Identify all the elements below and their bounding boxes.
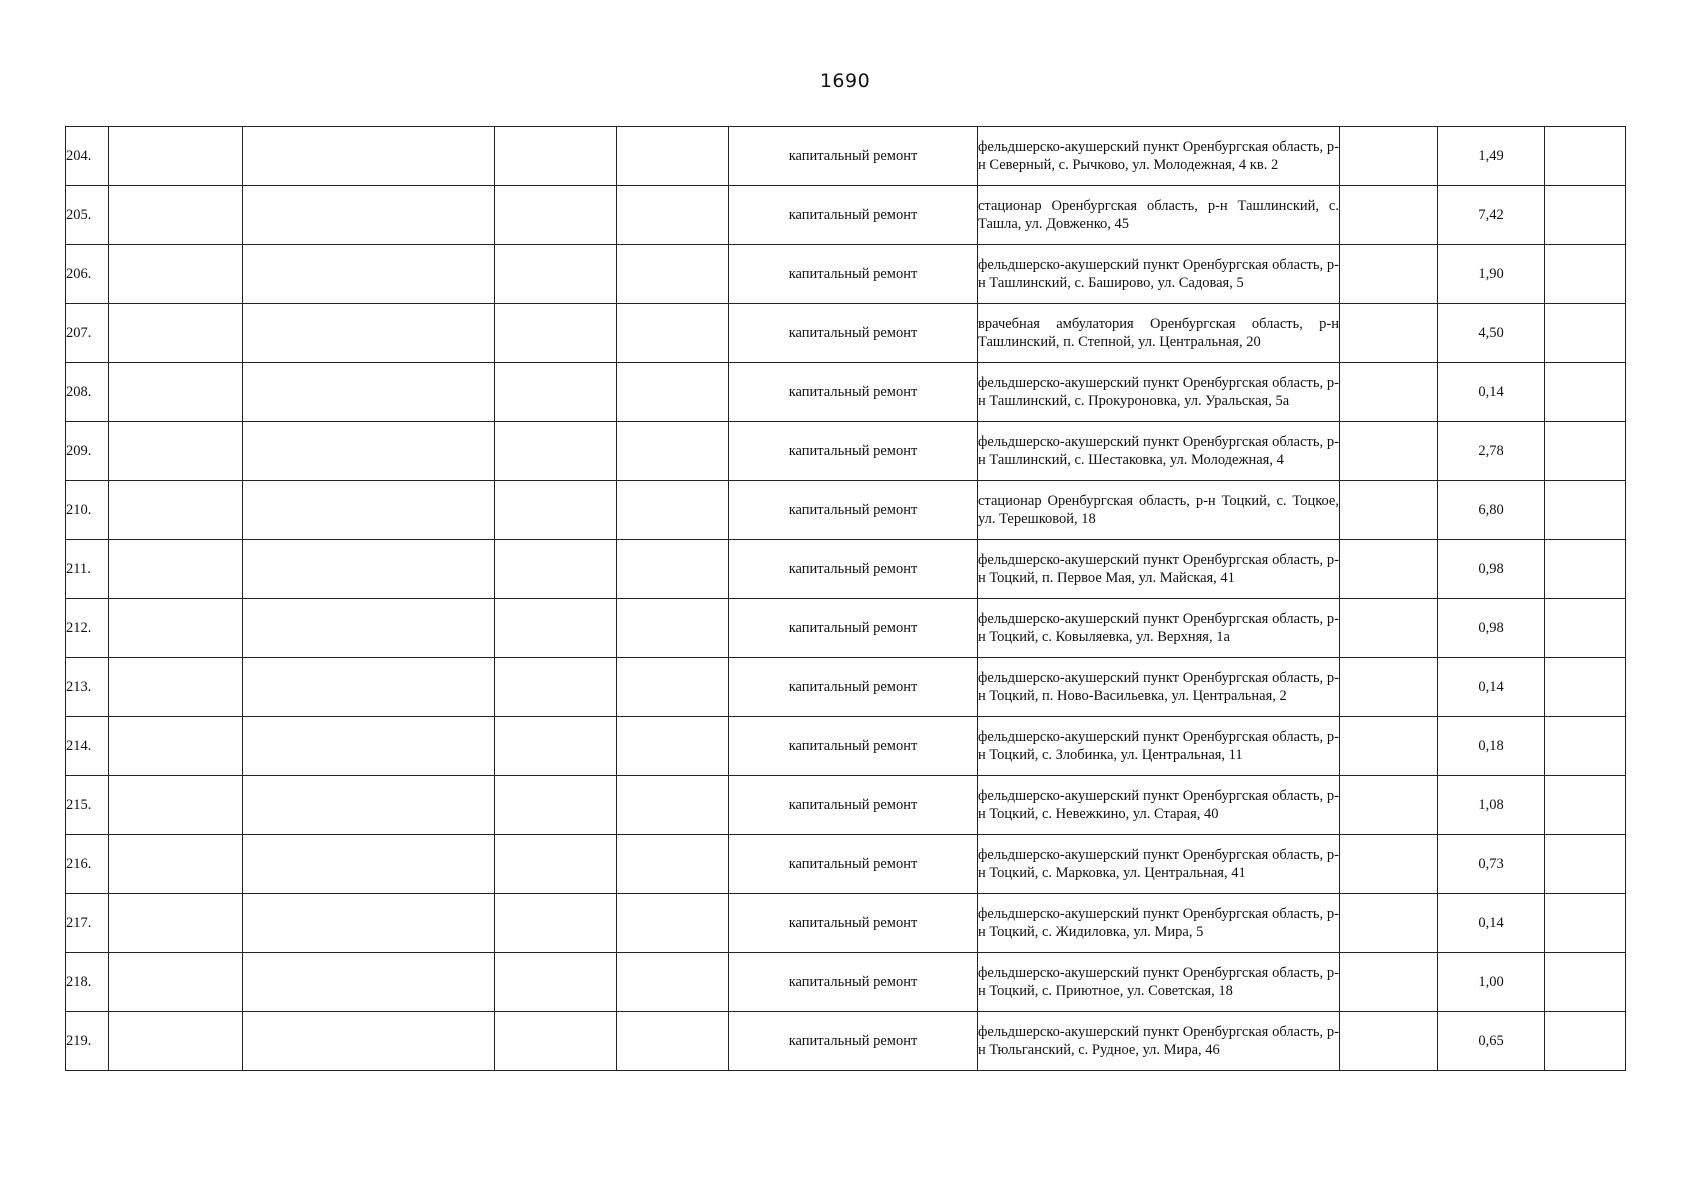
facility-address-cell: фельдшерско-акушерский пункт Оренбургская область, р-н Ташлинский, с. Шестаковка, ул. Молодежная, 4	[978, 422, 1340, 481]
empty-cell	[495, 304, 617, 363]
empty-cell	[243, 835, 495, 894]
empty-cell	[243, 894, 495, 953]
facility-address-cell: фельдшерско-акушерский пункт Оренбургская область, р-н Ташлинский, с. Баширово, ул. Садовая, 5	[978, 245, 1340, 304]
value-cell: 1,08	[1438, 776, 1545, 835]
empty-cell	[617, 776, 729, 835]
empty-cell	[109, 245, 243, 304]
empty-cell	[1545, 835, 1626, 894]
empty-cell	[617, 894, 729, 953]
facility-address-cell: фельдшерско-акушерский пункт Оренбургская область, р-н Тоцкий, п. Первое Мая, ул. Майская, 41	[978, 540, 1340, 599]
empty-cell	[495, 658, 617, 717]
row-number-cell: 204.	[66, 127, 109, 186]
work-type-cell: капитальный ремонт	[729, 776, 978, 835]
table-row	[66, 894, 1626, 953]
empty-cell	[495, 894, 617, 953]
empty-cell	[1340, 540, 1438, 599]
empty-cell	[243, 953, 495, 1012]
empty-cell	[243, 363, 495, 422]
empty-cell	[109, 835, 243, 894]
table-row	[66, 953, 1626, 1012]
table-body	[66, 127, 1626, 1071]
empty-cell	[109, 540, 243, 599]
facility-address-cell: фельдшерско-акушерский пункт Оренбургская область, р-н Тоцкий, с. Марковка, ул. Центральная, 41	[978, 835, 1340, 894]
table-row	[66, 540, 1626, 599]
empty-cell	[617, 658, 729, 717]
empty-cell	[1545, 363, 1626, 422]
value-cell: 0,98	[1438, 599, 1545, 658]
table-row	[66, 304, 1626, 363]
empty-cell	[1340, 717, 1438, 776]
empty-cell	[1340, 599, 1438, 658]
table-row	[66, 422, 1626, 481]
empty-cell	[495, 363, 617, 422]
work-type-cell: капитальный ремонт	[729, 540, 978, 599]
empty-cell	[109, 953, 243, 1012]
empty-cell	[1545, 422, 1626, 481]
row-number-cell: 211.	[66, 540, 109, 599]
empty-cell	[617, 1012, 729, 1071]
empty-cell	[617, 540, 729, 599]
facility-address-cell: фельдшерско-акушерский пункт Оренбургская область, р-н Тоцкий, с. Приютное, ул. Советская, 18	[978, 953, 1340, 1012]
row-number-cell: 217.	[66, 894, 109, 953]
empty-cell	[109, 776, 243, 835]
empty-cell	[1545, 894, 1626, 953]
empty-cell	[1340, 776, 1438, 835]
empty-cell	[1545, 776, 1626, 835]
empty-cell	[1340, 953, 1438, 1012]
empty-cell	[243, 717, 495, 776]
empty-cell	[1340, 304, 1438, 363]
work-type-cell: капитальный ремонт	[729, 658, 978, 717]
facility-address-cell: фельдшерско-акушерский пункт Оренбургская область, р-н Тоцкий, п. Ново-Васильевка, ул. Центральная, 2	[978, 658, 1340, 717]
empty-cell	[243, 245, 495, 304]
empty-cell	[1545, 245, 1626, 304]
row-number-cell: 207.	[66, 304, 109, 363]
empty-cell	[617, 481, 729, 540]
empty-cell	[1545, 1012, 1626, 1071]
empty-cell	[243, 599, 495, 658]
value-cell: 2,78	[1438, 422, 1545, 481]
empty-cell	[1545, 481, 1626, 540]
value-cell: 0,14	[1438, 894, 1545, 953]
row-number-cell: 208.	[66, 363, 109, 422]
table-row	[66, 1012, 1626, 1071]
work-type-cell: капитальный ремонт	[729, 894, 978, 953]
empty-cell	[495, 422, 617, 481]
empty-cell	[495, 481, 617, 540]
facility-address-cell: фельдшерско-акушерский пункт Оренбургская область, р-н Тоцкий, с. Злобинка, ул. Центральная, 11	[978, 717, 1340, 776]
table-row	[66, 245, 1626, 304]
facility-address-cell: фельдшерско-акушерский пункт Оренбургская область, р-н Ташлинский, с. Прокуроновка, ул. Уральская, 5а	[978, 363, 1340, 422]
facility-address-cell: фельдшерско-акушерский пункт Оренбургская область, р-н Тоцкий, с. Невежкино, ул. Старая, 40	[978, 776, 1340, 835]
empty-cell	[1545, 540, 1626, 599]
work-type-cell: капитальный ремонт	[729, 599, 978, 658]
empty-cell	[617, 304, 729, 363]
table-row	[66, 481, 1626, 540]
empty-cell	[243, 776, 495, 835]
empty-cell	[109, 363, 243, 422]
empty-cell	[617, 599, 729, 658]
empty-cell	[109, 717, 243, 776]
empty-cell	[243, 186, 495, 245]
row-number-cell: 216.	[66, 835, 109, 894]
empty-cell	[243, 304, 495, 363]
empty-cell	[109, 1012, 243, 1071]
row-number-cell: 214.	[66, 717, 109, 776]
empty-cell	[1340, 127, 1438, 186]
facility-address-cell: стационар Оренбургская область, р-н Тоцкий, с. Тоцкое, ул. Терешковой, 18	[978, 481, 1340, 540]
row-number-cell: 209.	[66, 422, 109, 481]
empty-cell	[617, 127, 729, 186]
empty-cell	[243, 127, 495, 186]
value-cell: 0,14	[1438, 658, 1545, 717]
value-cell: 0,98	[1438, 540, 1545, 599]
value-cell: 1,00	[1438, 953, 1545, 1012]
work-type-cell: капитальный ремонт	[729, 363, 978, 422]
empty-cell	[109, 481, 243, 540]
value-cell: 1,90	[1438, 245, 1545, 304]
facility-address-cell: врачебная амбулатория Оренбургская область, р-н Ташлинский, п. Степной, ул. Центральная, 20	[978, 304, 1340, 363]
facility-address-cell: стационар Оренбургская область, р-н Ташлинский, с. Ташла, ул. Довженко, 45	[978, 186, 1340, 245]
empty-cell	[1340, 245, 1438, 304]
empty-cell	[109, 127, 243, 186]
empty-cell	[1340, 481, 1438, 540]
row-number-cell: 213.	[66, 658, 109, 717]
row-number-cell: 210.	[66, 481, 109, 540]
empty-cell	[495, 717, 617, 776]
value-cell: 0,14	[1438, 363, 1545, 422]
empty-cell	[109, 894, 243, 953]
empty-cell	[1545, 127, 1626, 186]
work-type-cell: капитальный ремонт	[729, 422, 978, 481]
empty-cell	[109, 658, 243, 717]
work-type-cell: капитальный ремонт	[729, 953, 978, 1012]
table-row	[66, 599, 1626, 658]
empty-cell	[1545, 186, 1626, 245]
empty-cell	[617, 422, 729, 481]
empty-cell	[1340, 658, 1438, 717]
facility-address-cell: фельдшерско-акушерский пункт Оренбургская область, р-н Тоцкий, с. Жидиловка, ул. Мира, 5	[978, 894, 1340, 953]
empty-cell	[1545, 599, 1626, 658]
facilities-table	[65, 126, 1626, 1071]
value-cell: 7,42	[1438, 186, 1545, 245]
empty-cell	[617, 953, 729, 1012]
empty-cell	[617, 363, 729, 422]
page-number: 1690	[819, 70, 871, 92]
value-cell: 1,49	[1438, 127, 1545, 186]
empty-cell	[495, 599, 617, 658]
empty-cell	[109, 599, 243, 658]
empty-cell	[1545, 953, 1626, 1012]
empty-cell	[1340, 186, 1438, 245]
facility-address-cell: фельдшерско-акушерский пункт Оренбургская область, р-н Северный, с. Рычково, ул. Молодежная, 4 кв. 2	[978, 127, 1340, 186]
empty-cell	[1340, 363, 1438, 422]
value-cell: 0,18	[1438, 717, 1545, 776]
work-type-cell: капитальный ремонт	[729, 304, 978, 363]
table-row	[66, 363, 1626, 422]
empty-cell	[495, 776, 617, 835]
table-row	[66, 717, 1626, 776]
empty-cell	[1545, 717, 1626, 776]
row-number-cell: 215.	[66, 776, 109, 835]
empty-cell	[1340, 894, 1438, 953]
work-type-cell: капитальный ремонт	[729, 835, 978, 894]
row-number-cell: 212.	[66, 599, 109, 658]
row-number-cell: 219.	[66, 1012, 109, 1071]
work-type-cell: капитальный ремонт	[729, 127, 978, 186]
empty-cell	[495, 245, 617, 304]
empty-cell	[1340, 1012, 1438, 1071]
facility-address-cell: фельдшерско-акушерский пункт Оренбургская область, р-н Тоцкий, с. Ковыляевка, ул. Верхняя, 1а	[978, 599, 1340, 658]
row-number-cell: 218.	[66, 953, 109, 1012]
work-type-cell: капитальный ремонт	[729, 1012, 978, 1071]
empty-cell	[617, 835, 729, 894]
empty-cell	[243, 658, 495, 717]
value-cell: 4,50	[1438, 304, 1545, 363]
empty-cell	[109, 422, 243, 481]
empty-cell	[617, 717, 729, 776]
empty-cell	[1340, 422, 1438, 481]
work-type-cell: капитальный ремонт	[729, 245, 978, 304]
table-row	[66, 127, 1626, 186]
empty-cell	[109, 186, 243, 245]
empty-cell	[109, 304, 243, 363]
value-cell: 0,73	[1438, 835, 1545, 894]
row-number-cell: 205.	[66, 186, 109, 245]
work-type-cell: капитальный ремонт	[729, 186, 978, 245]
empty-cell	[495, 540, 617, 599]
empty-cell	[495, 186, 617, 245]
table-row	[66, 776, 1626, 835]
empty-cell	[617, 186, 729, 245]
table-row	[66, 835, 1626, 894]
work-type-cell: капитальный ремонт	[729, 717, 978, 776]
row-number-cell: 206.	[66, 245, 109, 304]
table-row	[66, 186, 1626, 245]
empty-cell	[1545, 658, 1626, 717]
empty-cell	[243, 481, 495, 540]
empty-cell	[1545, 304, 1626, 363]
empty-cell	[1340, 835, 1438, 894]
empty-cell	[495, 953, 617, 1012]
empty-cell	[243, 540, 495, 599]
facility-address-cell: фельдшерско-акушерский пункт Оренбургская область, р-н Тюльганский, с. Рудное, ул. Мира, 46	[978, 1012, 1340, 1071]
empty-cell	[495, 1012, 617, 1071]
empty-cell	[495, 127, 617, 186]
empty-cell	[243, 422, 495, 481]
work-type-cell: капитальный ремонт	[729, 481, 978, 540]
value-cell: 0,65	[1438, 1012, 1545, 1071]
value-cell: 6,80	[1438, 481, 1545, 540]
empty-cell	[243, 1012, 495, 1071]
empty-cell	[617, 245, 729, 304]
table-row	[66, 658, 1626, 717]
empty-cell	[495, 835, 617, 894]
